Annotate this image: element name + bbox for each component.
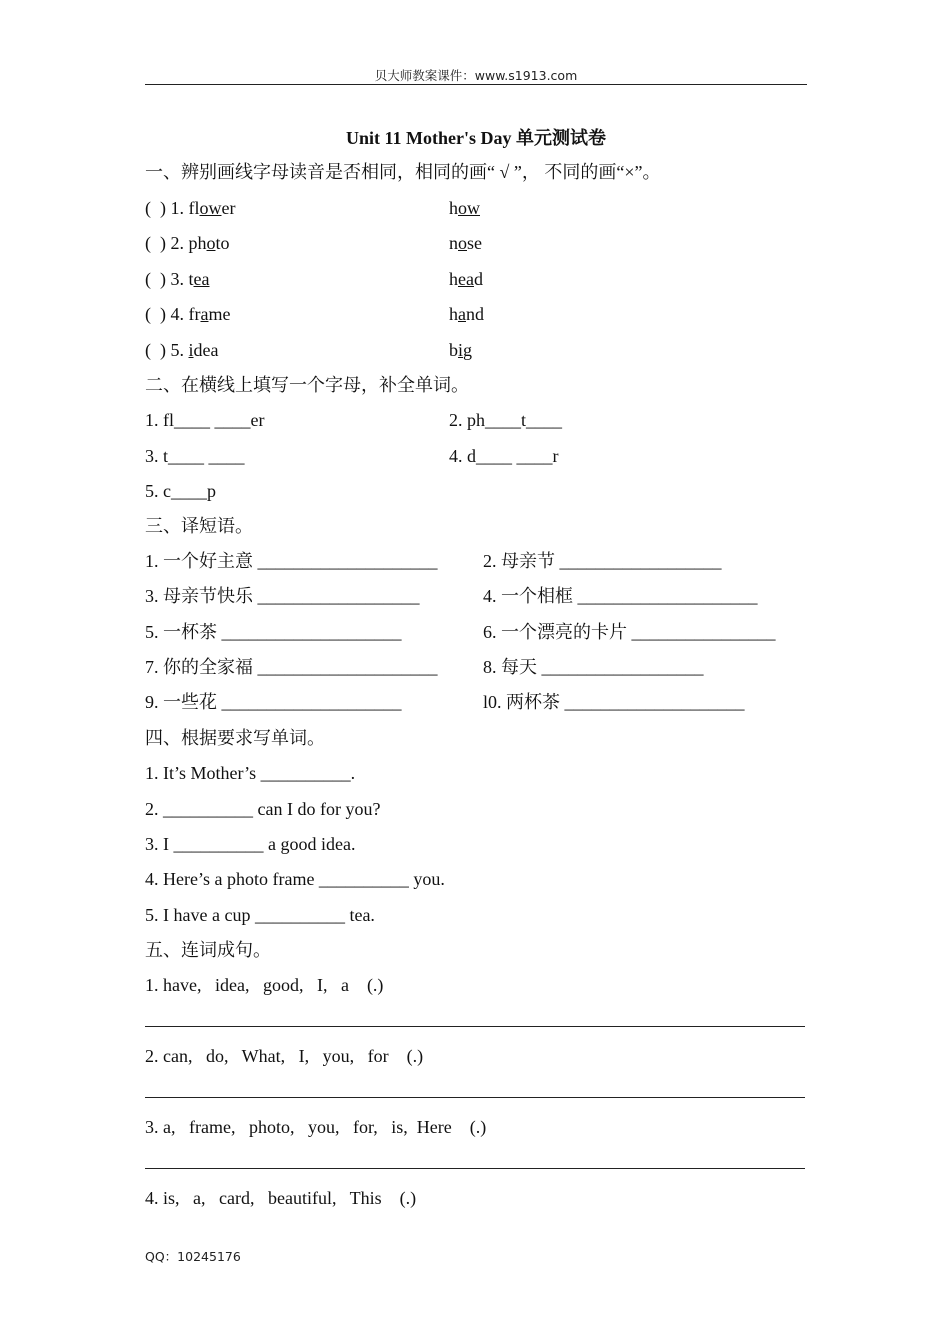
s5-answer-line-2: [145, 1097, 805, 1098]
s4-item-2: 2. __________ can I do for you?: [145, 799, 381, 819]
s1-compare-1: how: [449, 198, 480, 218]
worksheet-title: Unit 11 Mother's Day 单元测试卷: [346, 128, 606, 148]
s4-item-1: 1. It’s Mother’s __________.: [145, 763, 356, 783]
s3-row1-left: 1. 一个好主意 ____________________: [145, 551, 438, 571]
s3-row5-left: 9. 一些花 ____________________: [145, 692, 402, 712]
s3-row5-right: l0. 两杯茶 ____________________: [483, 692, 745, 712]
s4-item-5: 5. I have a cup __________ tea.: [145, 905, 375, 925]
s1-item-1: ( ) 1. flower: [145, 198, 236, 218]
s5-item-3: 3. a, frame, photo, you, for, is, Here (.): [145, 1117, 487, 1137]
s3-row2-left: 3. 母亲节快乐 __________________: [145, 586, 420, 606]
s1-item-4: ( ) 4. frame: [145, 304, 231, 324]
s3-row2-right: 4. 一个相框 ____________________: [483, 586, 758, 606]
s3-row4-left: 7. 你的全家福 ____________________: [145, 657, 438, 677]
s2-row3-left: 5. c____p: [145, 481, 216, 501]
s4-item-4: 4. Here’s a photo frame __________ you.: [145, 869, 445, 889]
s1-compare-4: hand: [449, 304, 484, 324]
s5-item-1: 1. have, idea, good, I, a (.): [145, 975, 384, 995]
section2-heading: 二、在横线上填写一个字母，补全单词。: [145, 375, 469, 395]
s3-row3-left: 5. 一杯茶 ____________________: [145, 622, 402, 642]
header-divider: [145, 84, 807, 85]
page-footer: QQ：10245176: [145, 1249, 241, 1264]
s2-row2-left: 3. t____ ____: [145, 446, 245, 466]
s4-item-3: 3. I __________ a good idea.: [145, 834, 356, 854]
s3-row1-right: 2. 母亲节 __________________: [483, 551, 722, 571]
s2-row1-right: 2. ph____t____: [449, 410, 563, 430]
section1-heading: 一、辨别画线字母读音是否相同，相同的画“ √ ”， 不同的画“×”。: [145, 162, 661, 182]
s5-answer-line-3: [145, 1168, 805, 1169]
s2-row1-left: 1. fl____ ____er: [145, 410, 265, 430]
s5-item-4: 4. is, a, card, beautiful, This (.): [145, 1188, 417, 1208]
s1-compare-2: nose: [449, 233, 482, 253]
s2-row2-right: 4. d____ ____r: [449, 446, 559, 466]
s5-answer-line-1: [145, 1026, 805, 1027]
s1-item-3: ( ) 3. tea: [145, 269, 210, 289]
page-header: 贝大师教案课件：www.s1913.com: [374, 68, 578, 83]
s5-item-2: 2. can, do, What, I, you, for (.): [145, 1046, 424, 1066]
s1-compare-3: head: [449, 269, 483, 289]
s3-row4-right: 8. 每天 __________________: [483, 657, 704, 677]
s1-compare-5: big: [449, 340, 473, 360]
s1-item-2: ( ) 2. photo: [145, 233, 230, 253]
s1-item-5: ( ) 5. idea: [145, 340, 219, 360]
s3-row3-right: 6. 一个漂亮的卡片 ________________: [483, 622, 776, 642]
section5-heading: 五、连词成句。: [145, 940, 271, 960]
section4-heading: 四、根据要求写单词。: [145, 728, 325, 748]
section3-heading: 三、译短语。: [145, 516, 253, 536]
